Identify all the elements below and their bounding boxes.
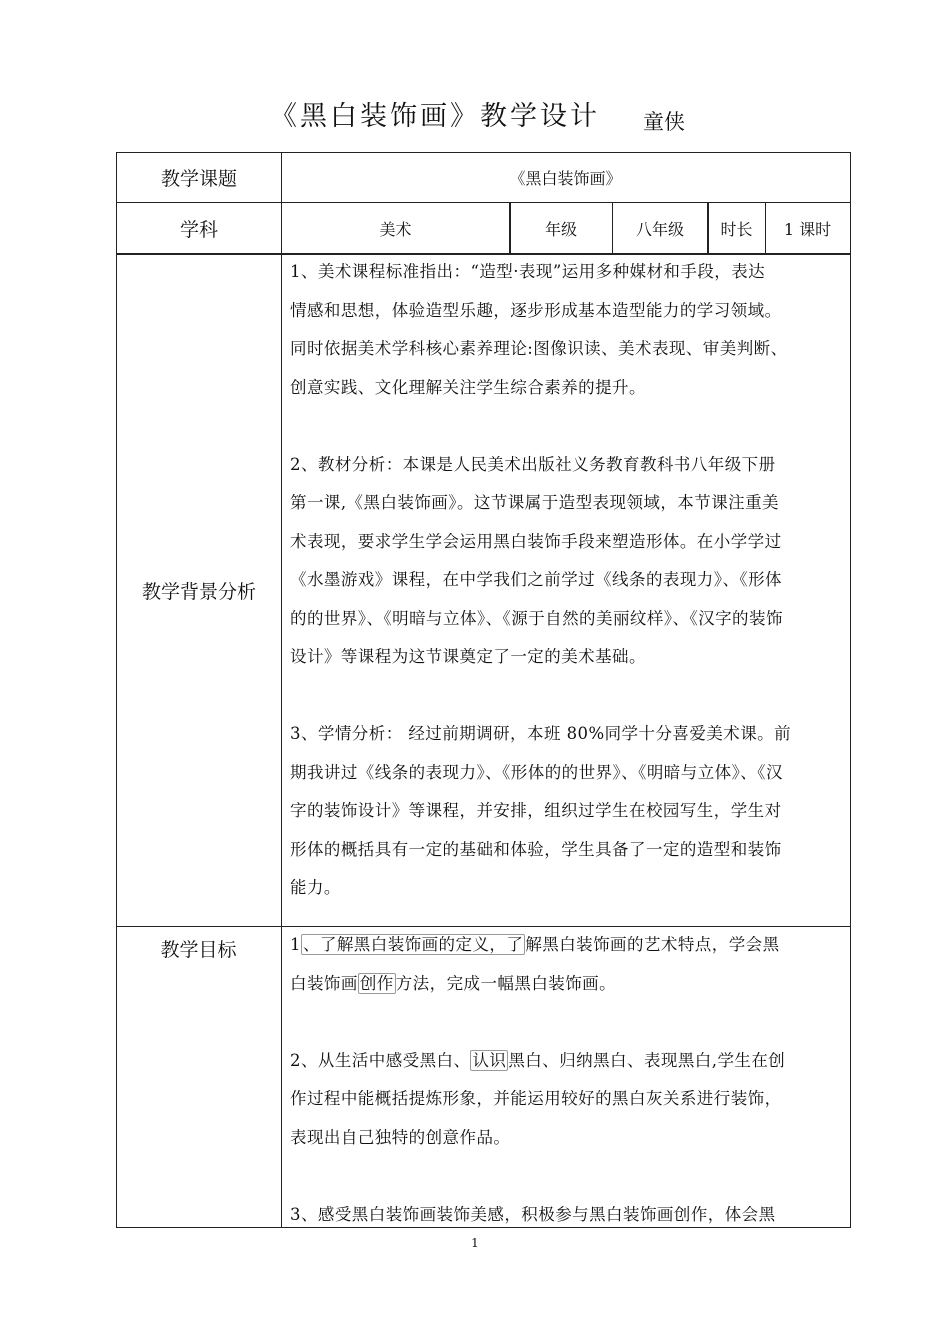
text-line: 1 、了解黑白装饰画的定义，了 解黑白装饰画的艺术特点，学会黑 (290, 935, 780, 954)
paragraph-spacer (290, 677, 791, 716)
text-line: 设计》等课程为这节课奠定了一定的美术基础。 (290, 647, 646, 666)
paragraph-spacer (290, 407, 791, 446)
paragraph-spacer (290, 1003, 785, 1042)
text-line: 3、感受黑白装饰画装饰美感，积极参与黑白装饰画创作，体会黑 (290, 1204, 776, 1224)
text-line: 字的装饰设计》等课程，并安排，组织过学生在校园写生，学生对 (290, 801, 782, 820)
text-line: 情感和思想，体验造型乐趣，逐步形成基本造型能力的学习领域。 (290, 300, 782, 320)
revision-mark: 、了解黑白装饰画的定义，了 (302, 935, 524, 954)
topic-value: 《黑白装饰画》 (509, 169, 622, 188)
topic-label: 教学课题 (160, 168, 237, 190)
page-number: 1 (471, 1236, 479, 1250)
duration-value: 1 课时 (783, 219, 832, 239)
objective-1 (290, 926, 785, 1003)
background-label-cell (116, 253, 282, 927)
subject-value-cell (281, 202, 511, 255)
duration-label-cell (707, 202, 766, 255)
grade-value-cell (612, 202, 709, 255)
textbook-analysis-paragraph (290, 446, 791, 677)
revision-mark: 创作 (359, 973, 394, 993)
objectives-text (290, 926, 785, 1234)
grade-label: 年级 (544, 219, 577, 239)
text-line: 期我讲过《线条的表现力》、《形体的的世界》、《明暗与立体》、《汉 (290, 762, 783, 782)
subject-label-cell (116, 202, 282, 255)
grade-value: 八年级 (635, 219, 684, 239)
duration-value-cell (765, 202, 851, 255)
document-title: 《黑白装饰画》教学设计 (270, 101, 600, 132)
text-line: 作过程中能概括提炼形象，并能运用较好的黑白灰关系进行装饰， (290, 1089, 782, 1108)
text-line: 《水墨游戏》课程，在中学我们之前学过《线条的表现力》、《形体 (290, 570, 782, 589)
subject-value: 美术 (379, 219, 412, 239)
text-line: 形体的概括具有一定的基础和体验，学生具备了一定的造型和装饰 (290, 839, 782, 859)
text-line: 能力。 (290, 878, 341, 897)
text-line: 2、教材分析：本课是人民美术出版社义务教育教科书八年级下册 (290, 454, 776, 474)
text-line: 的的世界》、《明暗与立体》、《源于自然的美丽纹样》、《汉字的装饰 (290, 608, 783, 628)
text-line: 同时依据美术学科核心素养理论:图像识读、美术表现、审美判断、 (290, 339, 788, 358)
text-line: 3、学情分析： 经过前期调研，本班 80%同学十分喜爱美术课。前 (290, 724, 792, 743)
author-name: 童侠 (643, 110, 685, 134)
text-line: 创意实践、文化理解关注学生综合素养的提升。 (290, 377, 646, 397)
objective-3 (290, 1196, 785, 1235)
objectives-label: 教学目标 (160, 938, 237, 961)
text-line: 1、美术课程标准指出：“造型·表现”运用多种媒材和手段，表达 (290, 262, 766, 281)
revision-mark: 认识 (472, 1050, 507, 1070)
text-line: 术表现，要求学生学会运用黑白装饰手段来塑造形体。在小学学过 (290, 531, 782, 551)
duration-label: 时长 (720, 219, 753, 239)
objectives-label-cell (116, 926, 282, 1228)
text-line: 2、从生活中感受黑白、 认识 黑白、归纳黑白、表现黑白,学生在创 (290, 1050, 786, 1070)
objective-2 (290, 1042, 785, 1158)
paragraph-spacer (290, 1157, 785, 1196)
background-label: 教学背景分析 (141, 580, 256, 603)
curriculum-standard-paragraph (290, 253, 791, 407)
subject-label: 学科 (179, 218, 218, 241)
topic-label-cell (116, 152, 282, 203)
text-line: 白装饰画 创作 方法，完成一幅黑白装饰画。 (290, 973, 617, 993)
student-analysis-paragraph (290, 715, 791, 908)
grade-label-cell (509, 202, 613, 255)
topic-value-cell (281, 152, 851, 203)
text-line: 表现出自己独特的创意作品。 (290, 1127, 511, 1147)
text-line: 第一课,《黑白装饰画》。这节课属于造型表现领域，本节课注重美 (290, 493, 779, 512)
background-analysis-text (290, 253, 791, 908)
